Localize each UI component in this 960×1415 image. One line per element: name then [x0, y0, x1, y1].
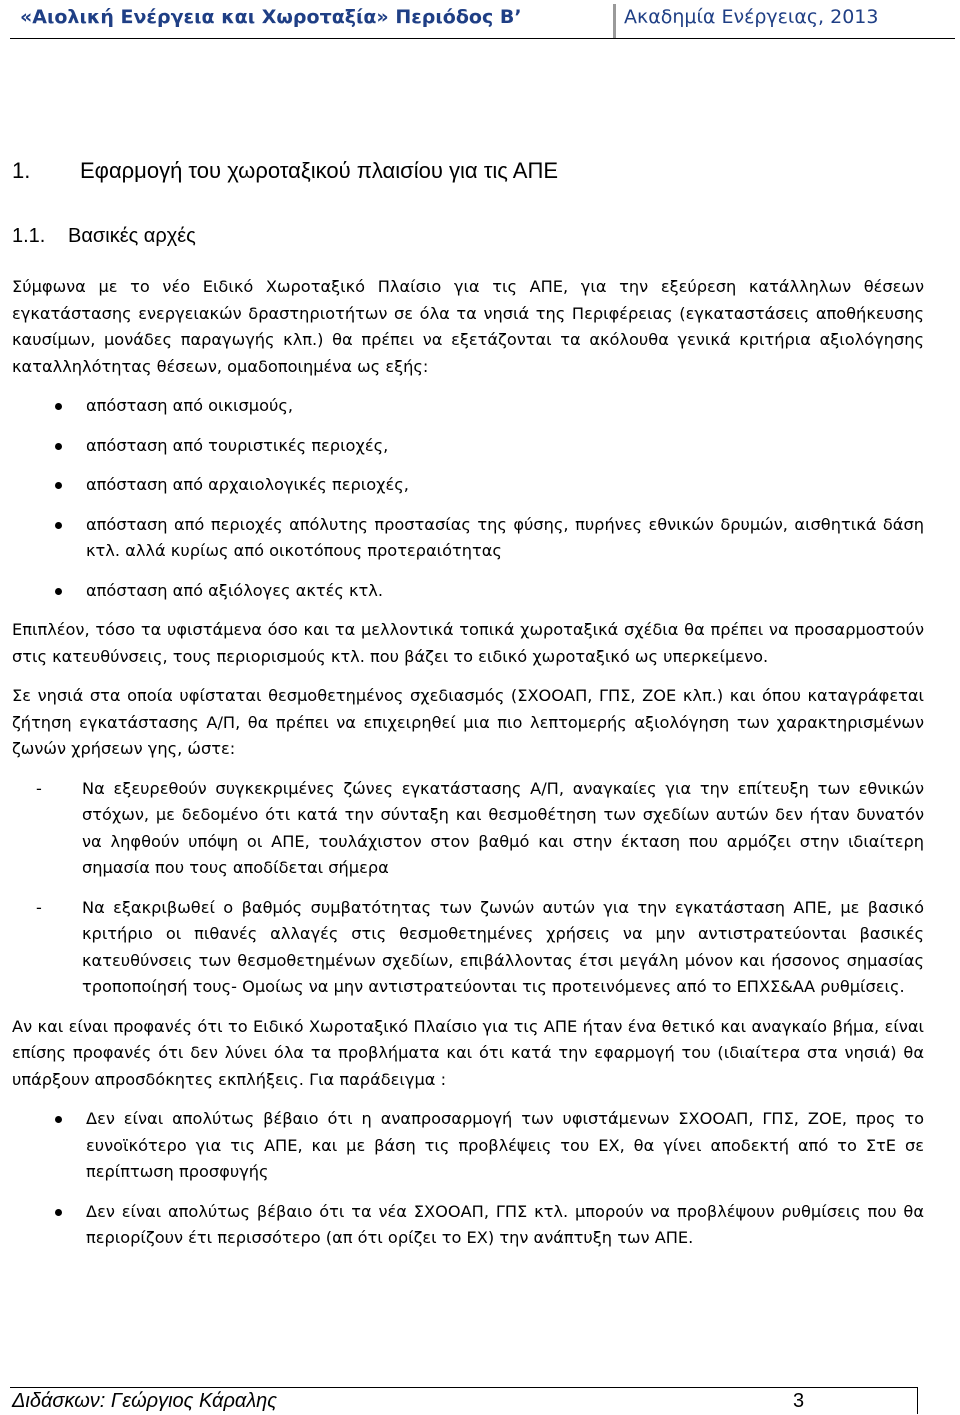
- paragraph-conclusion: Αν και είναι προφανές ότι το Ειδικό Χωροταξικό Πλαίσιο για τις ΑΠΕ ήταν ένα θετικό και αναγκαίο βήμα, είναι επίσης προφανές ότι δεν λύνει όλα τα προβλήματα και ότι κατά την εφαρμογή του (ιδιαίτερα στα νησιά) θα υπάρξουν απροσδόκητες εκπλήξεις. Για παράδειγμα :: [12, 1016, 924, 1089]
- paragraph-plans: Επιπλέον, τόσο τα υφιστάμενα όσο και τα μελλοντικά τοπικά χωροταξικά σχέδια θα πρέπει να προσαρμοστούν στις κατευθύνσεις, τους περιορισμούς κτλ. που βάζει το ειδικό χωροταξικό ως υπερκείμενο.: [12, 620, 924, 666]
- list-item-text: απόσταση από περιοχές απόλυτης προστασίας της φύσης, πυρήνες εθνικών δρυμών, αισθητικά δάση κτλ. αλλά κυρίως από οικοτόπους προτεραιότητας: [86, 514, 924, 560]
- list-item: [12, 393, 924, 420]
- list-item: [12, 1199, 924, 1252]
- section-heading: [12, 158, 558, 184]
- list-item-text: Να εξακριβωθεί ο βαθμός συμβατότητας των ζωνών αυτών για την εγκατάσταση ΑΠΕ, με βασικό κριτήριο οι πιθανές αλλαγές στις θεσμοθετημένες χρήσεις να μην αντιστρατεύονται βασικές κατευθύνσεις των θεσμοθετημένων σχεδίων, επιβάλλοντας έτσι μεγάλη μόνον και ήσσονος σημασίας τροποποίησή τους- Ομοίως να μην αντιστρατεύονται τις προτεινόμενες από το ΕΠΧΣ&ΑΑ ρυθμίσεις.: [82, 897, 924, 996]
- list-item-text: απόσταση από αξιόλογες ακτές κτλ.: [86, 580, 384, 600]
- header-separator: [613, 4, 616, 38]
- list-item: [12, 776, 924, 882]
- page-number: 3: [793, 1390, 805, 1412]
- subsection-number: 1.1.: [12, 225, 46, 247]
- author-label: Διδάσκων: Γεώργιος Κάραλης: [12, 1390, 277, 1412]
- paragraph-islands: Σε νησιά στα οποία υφίσταται θεσμοθετημένος σχεδιασμός (ΣΧΟΟΑΠ, ΓΠΣ, ΖΟΕ κλπ.) και όπου καταγράφεται ζήτηση εγκατάστασης Α/Π, θα πρέπει να επιχειρηθεί μια πιο λεπτομερής αξιολόγηση των χαρακτηρισμένων ζωνών χρήσεων γης, ώστε:: [12, 686, 924, 758]
- goals-list: [12, 776, 924, 1001]
- list-item-text: Δεν είναι απολύτως βέβαιο ότι τα νέα ΣΧΟΟΑΠ, ΓΠΣ κτλ. μπορούν να προβλέψουν ρυθμίσεις που θα περιορίζουν έτι περισσότερο (απ ότι ορίζει το ΕΧ) την ανάπτυξη των ΑΠΕ.: [86, 1201, 924, 1247]
- list-item: [12, 578, 924, 605]
- bullet-icon: [55, 1116, 62, 1123]
- examples-list: [12, 1106, 924, 1252]
- academy-label: Ακαδημία Ενέργειας, 2013: [624, 6, 879, 28]
- course-title: «Αιολική Ενέργεια και Χωροταξία» Περιόδος Β’: [20, 6, 522, 28]
- bullet-icon: [55, 522, 62, 529]
- list-item-text: Δεν είναι απολύτως βέβαιο ότι η αναπροσαρμογή των υφιστάμενων ΣΧΟΟΑΠ, ΓΠΣ, ΖΟΕ, προς το ευνοϊκότερο για τις ΑΠΕ, και με βάση τις προβλέψεις του ΕΧ, θα γίνει αποδεκτή από το ΣτΕ σε περίπτωση προσφυγής: [86, 1109, 924, 1181]
- bullet-icon: [55, 403, 62, 410]
- list-item: [12, 895, 924, 1001]
- bullet-icon: [55, 443, 62, 450]
- bullet-icon: [55, 1209, 62, 1216]
- subsection-title: Βασικές αρχές: [68, 225, 196, 247]
- list-item-text: απόσταση από οικισμούς,: [86, 396, 293, 415]
- list-item: [12, 433, 924, 460]
- page-footer: [10, 1387, 918, 1414]
- dash-marker: -: [36, 897, 42, 917]
- list-item: [12, 1106, 924, 1186]
- section-number: 1.: [12, 158, 31, 183]
- list-item-text: απόσταση από τουριστικές περιοχές,: [86, 435, 389, 455]
- list-item: [12, 512, 924, 565]
- bullet-icon: [55, 588, 62, 595]
- criteria-list: [12, 393, 924, 604]
- page-header: [10, 0, 955, 39]
- bullet-icon: [55, 482, 62, 489]
- document-body: [12, 274, 924, 1265]
- dash-marker: -: [36, 778, 42, 798]
- subsection-heading: [12, 225, 196, 248]
- paragraph-intro: Σύμφωνα με το νέο Ειδικό Χωροταξικό Πλαίσιο για τις ΑΠΕ, για την εξεύρεση κατάλληλων θέσεων εγκατάστασης ενεργειακών δραστηριοτήτων σε όλα τα νησιά της Περιφέρειας (εγκαταστάσεις αποθήκευσης καυσίμων, μονάδες παραγωγής κλπ.) θα πρέπει να εξετάζονται τα ακόλουθα γενικά κριτήρια αξιολόγησης καταλληλότητας θέσεων, ομαδοποιημένα ως εξής:: [12, 277, 924, 376]
- list-item-text: Να εξευρεθούν συγκεκριμένες ζώνες εγκατάστασης Α/Π, αναγκαίες για την επίτευξη των εθνικών στόχων, με δεδομένο ότι κατά την σύνταξη και θεσμοθέτηση των σχεδίων αυτών δεν ήταν δυνατόν να ληφθούν υπόψη οι ΑΠΕ, τουλάχιστον στον βαθμό και στην έκταση που αρμόζει στην ιδιαίτερη σημασία που τους αποδίδεται σήμερα: [82, 778, 924, 877]
- section-title: Εφαρμογή του χωροταξικού πλαισίου για τις ΑΠΕ: [80, 158, 559, 183]
- list-item: [12, 472, 924, 499]
- list-item-text: απόσταση από αρχαιολογικές περιοχές,: [86, 475, 409, 494]
